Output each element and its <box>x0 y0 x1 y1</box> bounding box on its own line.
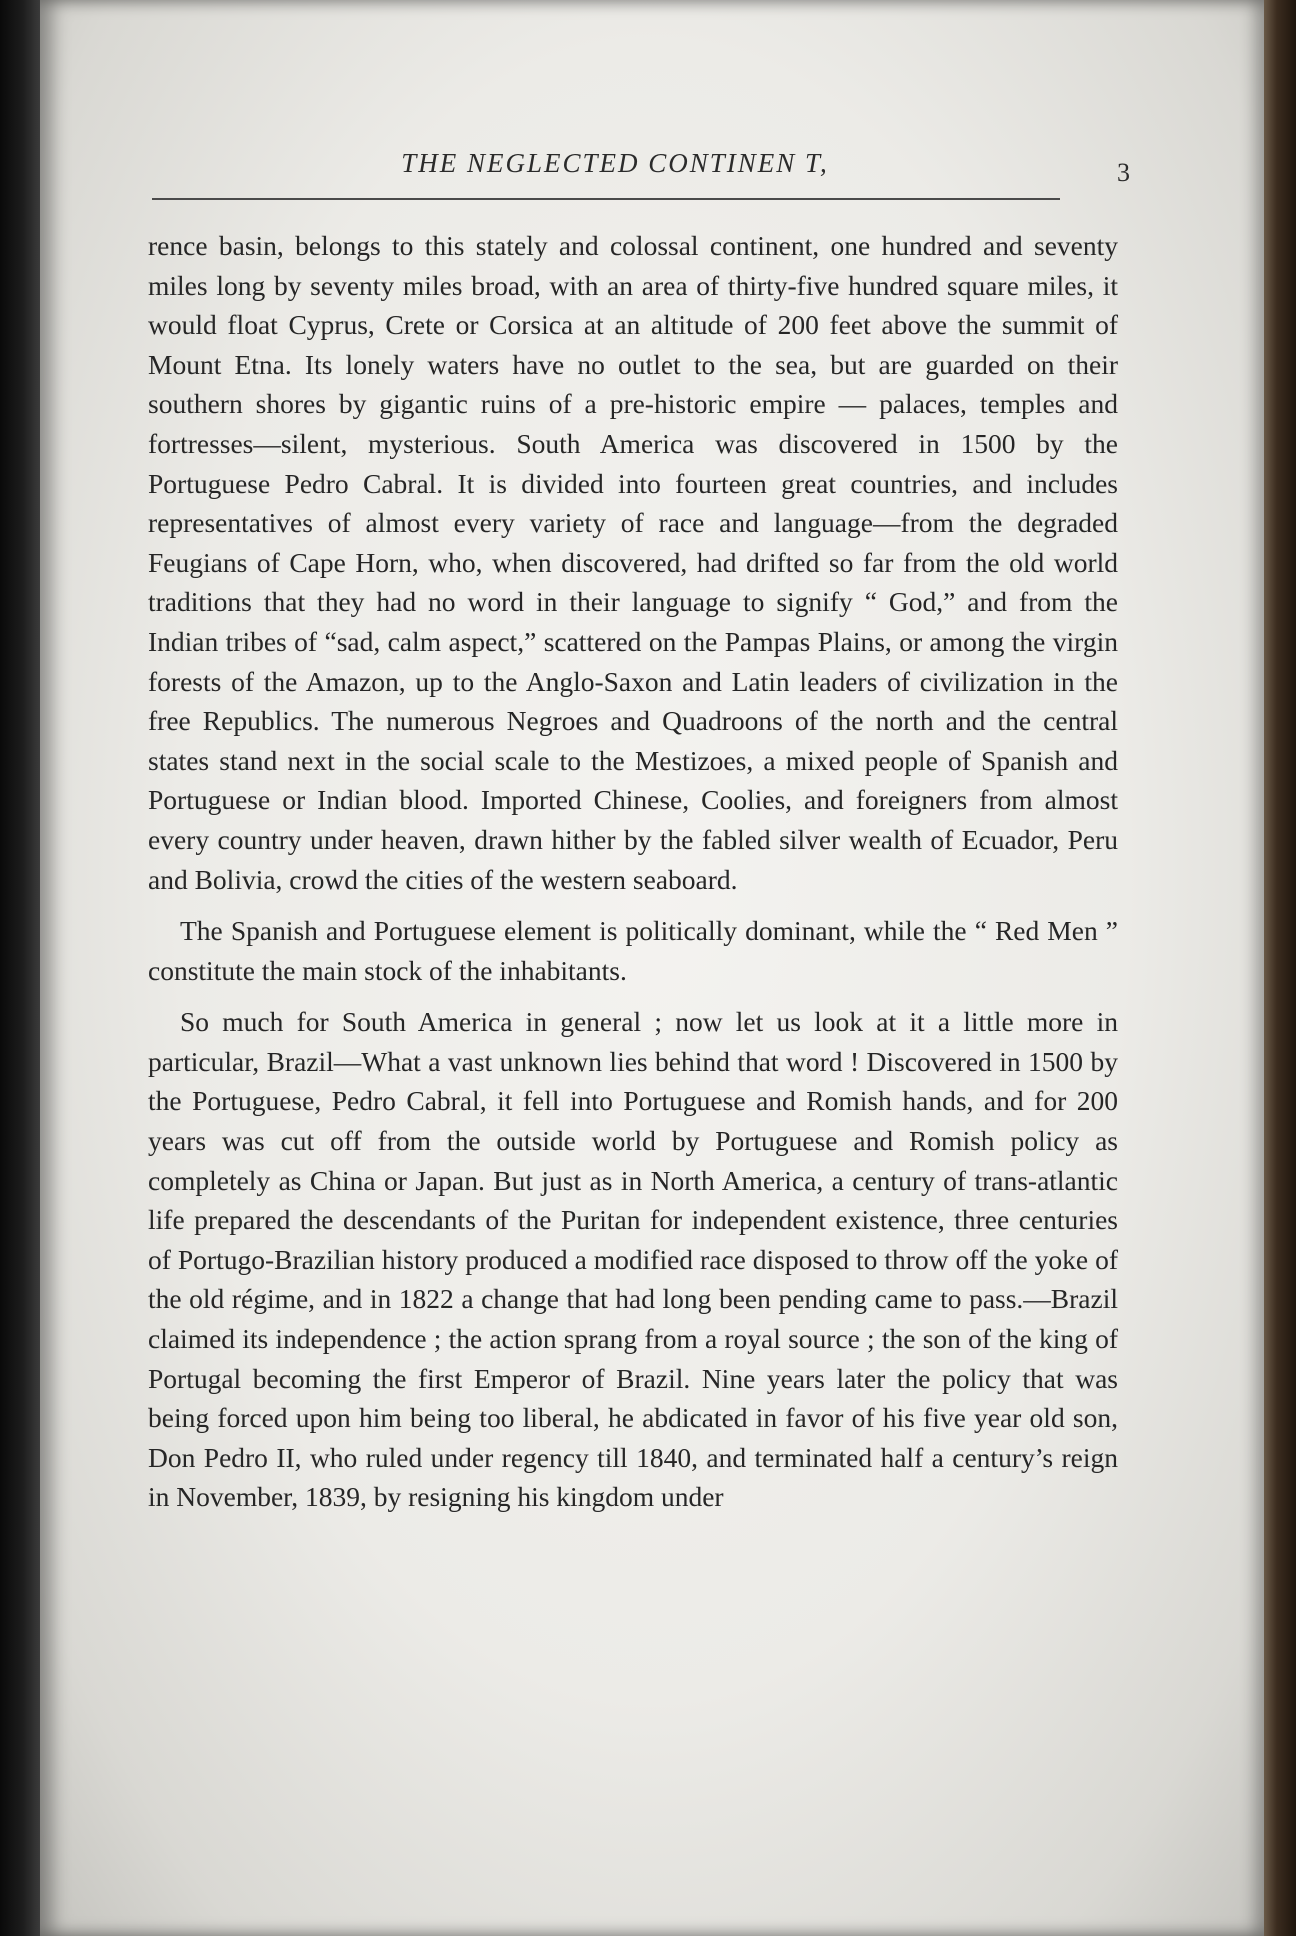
header-rule <box>152 198 1060 200</box>
body-text <box>148 226 1118 1517</box>
paragraph: The Spanish and Portuguese element is politically dominant, while the “ Red Men ” constitute the main stock of the inhabitants. <box>148 915 1118 986</box>
page-number: 3 <box>1117 158 1130 187</box>
paragraph-continuation: rence basin, belongs to this stately and colossal continent, one hundred and seventy miles long by seventy miles broad, with an area of thirty-five hundred square miles, it would float Cyprus, Crete or Corsica at an altitude of 200 feet above the summit of Mount Etna. Its lonely waters have no outlet to the sea, but are guarded on their southern shores by gigantic ruins of a pre-historic empire — palaces, temples and fortresses—silent, mysterious. South America was discovered in 1500 by the Portuguese Pedro Cabral. It is divided into fourteen great countries, and includes representatives of almost every variety of race and language—from the degraded Feugians of Cape Horn, who, when discovered, had drifted so far from the old world traditions that they had no word in their language to signify “ God,” and from the Indian tribes of “sad, calm aspect,” scattered on the Pampas Plains, or among the virgin forests of the Amazon, up to the Anglo-Saxon and Latin leaders of civilization in the free Republics. The numerous Negroes and Quadroons of the north and the central states stand next in the social scale to the Mestizoes, a mixed people of Spanish and Portuguese or Indian blood. Imported Chinese, Coolies, and foreigners from almost every country under heaven, drawn hither by the fabled silver wealth of Ecuador, Peru and Bolivia, crowd the cities of the western seaboard. <box>148 230 1118 895</box>
book-spine-shadow <box>0 0 40 1936</box>
paragraph: So much for South America in general ; now let us look at it a little more in particular, Brazil—What a vast unknown lies behind that word ! Discovered in 1500 by the Portuguese, Pedro Cabral, it fell into Portuguese and Romish hands, and for 200 years was cut off from the outside world by Portuguese and Romish policy as completely as China or Japan. But just as in North America, a century of trans-atlantic life prepared the descendants of the Puritan for independent existence, three centuries of Portugo-Brazilian history produced a modified race disposed to throw off the yoke of the old régime, and in 1822 a change that had long been pending came to pass.—Brazil claimed its independence ; the action sprang from a royal source ; the son of the king of Portugal becoming the first Emperor of Brazil. Nine years later the policy that was being forced upon him being too liberal, he abdicated in favor of his five year old son, Don Pedro II, who ruled under regency till 1840, and terminated half a century’s reign in November, 1839, by resigning his kingdom under <box>148 1006 1118 1513</box>
running-title: THE NEGLECTED CONTINEN T, <box>401 148 829 178</box>
book-edge <box>1264 0 1296 1936</box>
page-header <box>110 148 1130 192</box>
